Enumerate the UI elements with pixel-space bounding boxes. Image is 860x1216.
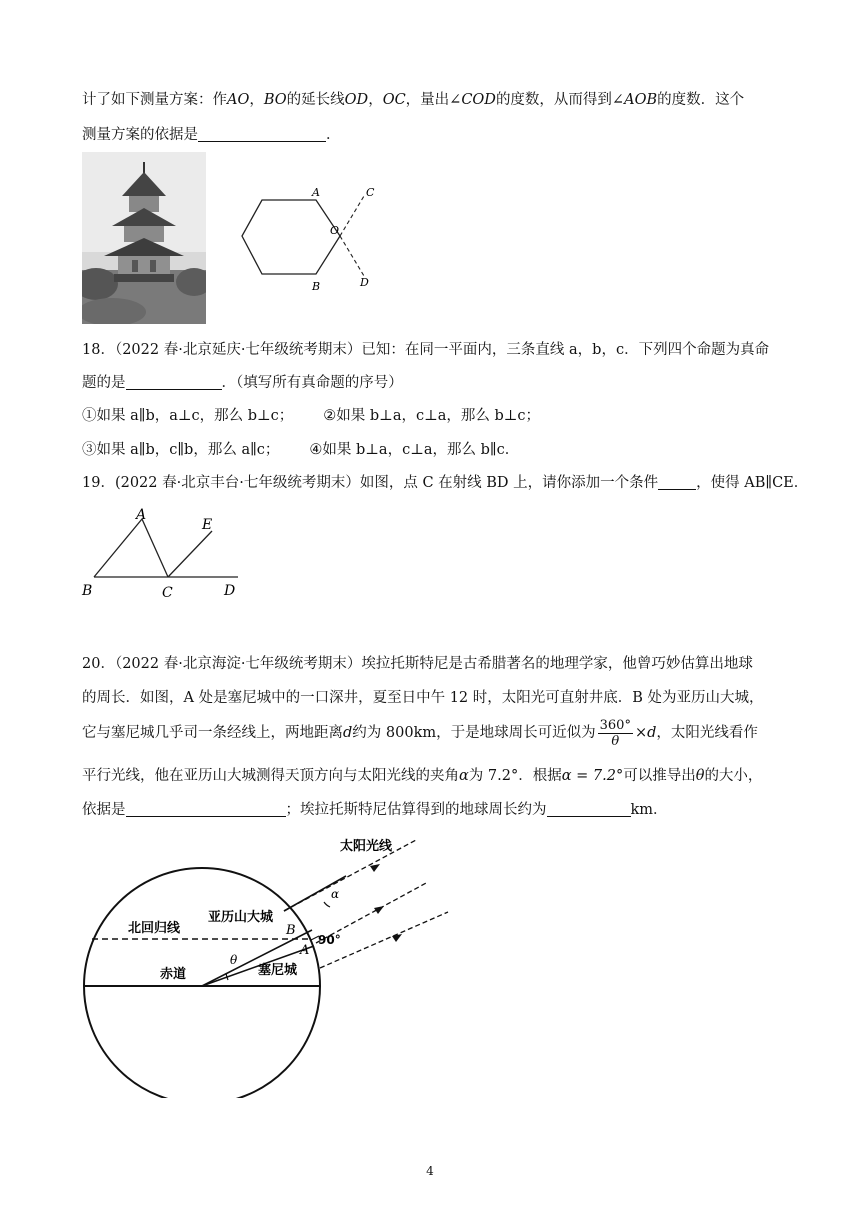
answer-blank[interactable] (126, 801, 286, 817)
label-C: C (366, 186, 375, 199)
label-tropic: 北回归线 (128, 921, 181, 936)
label-O: O (330, 224, 340, 237)
q18-options-row1 (82, 406, 540, 426)
q20-line5: 依据是 ；埃拉托斯特尼估算得到的地球周长约为 km． (82, 802, 668, 818)
label-D: D (224, 583, 236, 599)
label-B: B (82, 583, 93, 599)
answer-blank[interactable] (198, 126, 326, 142)
label-A: A (300, 943, 310, 958)
answer-blank[interactable] (547, 801, 631, 817)
label-E: E (202, 517, 213, 533)
label-D: D (360, 276, 369, 289)
circumference-fraction: $\frac{360^\circ}{\theta}$ (599, 717, 631, 749)
q20-line1: 20．（2022 春·北京海淀·七年级统考期末）埃拉托斯特尼是古希腊著名的地理学家，他曾巧妙估算出地球 (82, 656, 753, 672)
label-alexandria: 亚历山大城 (208, 910, 274, 925)
q20-line4: 平行光线，他在亚历山大城测得天顶方向与太阳光线的夹角α为 7.2°．根据α = 7.2°可以推导出θ的大小， (82, 768, 763, 784)
earth-figure (78, 828, 478, 1098)
option-2: ②如果 b⊥a，c⊥a，那么 b⊥c； (323, 408, 541, 424)
label-syene: 塞尼城 (258, 963, 298, 978)
q17-line1: 计了如下测量方案：作AO，BO的延长线OD，OC，量出∠COD的度数，从而得到∠AOB的度数．这个 (82, 92, 745, 108)
label-alpha: α (331, 887, 340, 901)
q20-line3: 它与塞尼城几乎司一条经线上，两地距离d约为 800km，于是地球周长可近似为 $\frac{360^\circ}{\theta}$ ×d，太阳光线看作 (82, 717, 758, 749)
label-sunlight: 太阳光线 (340, 839, 393, 854)
q18-options-row2 (82, 440, 519, 460)
label-right-angle: 90° (318, 933, 341, 947)
page-number: 4 (426, 1164, 434, 1178)
label-A: A (136, 507, 147, 523)
label-theta: θ (230, 953, 238, 967)
label-B: B (286, 923, 296, 938)
pagoda-photo (82, 152, 206, 324)
label-equator: 赤道 (160, 967, 187, 982)
q17-line2: 测量方案的依据是 ． (82, 127, 341, 143)
q20-line2: 的周长．如图，A 处是塞尼城中的一口深井，夏至日中午 12 时，太阳光可直射井底．B 处为亚历山大城， (82, 690, 764, 706)
q19-line: 19．(2022 春·北京丰台·七年级统考期末）如图，点 C 在射线 BD 上，请你添加一个条件 ，使得 AB∥CE． (82, 475, 809, 491)
q18-line1: 18．（2022 春·北京延庆·七年级统考期末）已知：在同一平面内，三条直线 a，b，c．下列四个命题为真命 (82, 342, 770, 358)
hexagon-figure (236, 182, 386, 294)
label-A: A (312, 186, 320, 199)
answer-blank[interactable] (658, 474, 696, 490)
label-C: C (162, 585, 173, 601)
option-4: ④如果 b⊥a，c⊥a，那么 b∥c． (309, 442, 520, 458)
answer-blank[interactable] (126, 374, 222, 390)
q19-figure (78, 505, 248, 605)
option-3: ③如果 a∥b，c∥b，那么 a∥c； (82, 442, 280, 458)
label-B: B (312, 280, 321, 293)
option-1: ①如果 a∥b，a⊥c，那么 b⊥c； (82, 408, 294, 424)
q18-line2: 题的是 ．（填写所有真命题的序号） (82, 375, 403, 391)
